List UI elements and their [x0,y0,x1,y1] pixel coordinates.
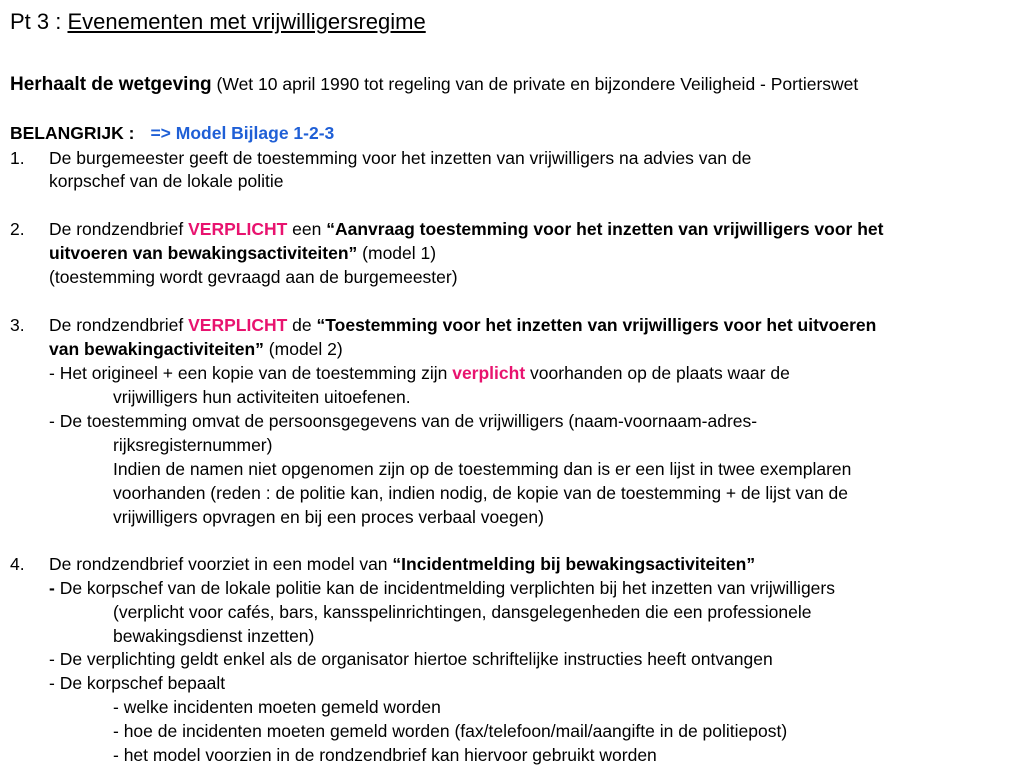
item3-line2 [49,338,343,361]
item4-sub1-cont1: (verplicht voor cafés, bars, kansspelinrichtingen, dansgelegenheden die een professionele [113,602,812,622]
item4-sub1-cont2: bewakingsdienst inzetten) [113,626,315,646]
important-line [10,122,334,145]
item3-sub1 [49,362,790,385]
slide-title [10,9,426,35]
item4-sub3-c: - het model voorzien in de rondzendbrief kan hiervoor gebruikt worden [113,745,657,765]
item3-sub2-cont1: rijksregisternummer) [113,435,273,455]
item3-sub1-cont: vrijwilligers hun activiteiten uitoefenen. [113,387,411,407]
item4-line1 [49,553,755,576]
model-link[interactable]: => Model Bijlage 1-2-3 [150,123,335,143]
item2-verplicht: VERPLICHT [188,219,288,239]
intro-line [10,73,858,96]
intro-bold: Herhaalt de wetgeving [10,74,212,95]
item4-sub3-a: - welke incidenten moeten gemeld worden [113,697,441,717]
item2-text-b: een [287,219,327,239]
item2-quote2: uitvoeren van bewakingsactiviteiten” [49,243,358,263]
item3-model: (model 2) [263,339,343,359]
item4-sub1 [49,577,835,600]
intro-rest: (Wet 10 april 1990 tot regeling van de private en bijzondere Veiligheid - Portierswet [211,74,859,94]
item2-line2 [49,242,436,265]
item3-sub2: - De toestemming omvat de persoonsgegevens van de vrijwilligers (naam-voornaam-adres- [49,411,758,431]
item2-quote1: “Aanvraag toestemming voor het inzetten van vrijwilligers voor het [326,219,884,239]
item4-sub3-b: - hoe de incidenten moeten gemeld worden (fax/telefoon/mail/aangifte in de politiepost) [113,721,788,741]
item1-line1: De burgemeester geeft de toestemming voor het inzetten van vrijwilligers na advies van de [49,148,752,168]
item2-line3: (toestemming wordt gevraagd aan de burgemeester) [49,267,458,287]
item3-sub2-cont2: Indien de namen niet opgenomen zijn op de toestemming dan is er een lijst in twee exemplaren [113,459,852,479]
item3-sub2-cont3: voorhanden (reden : de politie kan, indien nodig, de kopie van de toestemming + de lijst van de [113,483,848,503]
item3-line1 [49,314,876,337]
item2-model: (model 1) [357,243,437,263]
item2-number: 2. [10,219,25,239]
item4-quote: “Incidentmelding bij bewakingsactiviteiten” [392,554,756,574]
title-prefix: Pt 3 : [10,9,68,34]
item4-sub1-text: De korpschef van de lokale politie kan de incidentmelding verplichten bij het inzetten van vrijwilligers [59,578,835,598]
item4-number: 4. [10,554,25,574]
item2-text-a: De rondzendbrief [49,219,189,239]
item2-line1 [49,218,883,241]
item3-text-a: De rondzendbrief [49,315,189,335]
item3-text-b: de [287,315,317,335]
item3-sub1-a: - Het origineel + een kopie van de toestemming zijn [49,363,453,383]
item4-sub2: - De verplichting geldt enkel als de organisator hiertoe schriftelijke instructies heeft ontvangen [49,649,773,669]
item4-text-a: De rondzendbrief voorziet in een model van [49,554,393,574]
item1-line2: korpschef van de lokale politie [49,171,284,191]
item3-verplicht: VERPLICHT [188,315,288,335]
title-text: Evenementen met vrijwilligersregime [67,9,426,34]
item4-sub1-dash: - [49,578,60,598]
item3-sub1-verplicht: verplicht [452,363,526,383]
important-label: BELANGRIJK : [10,123,135,143]
item3-sub2-cont4: vrijwilligers opvragen en bij een proces verbaal voegen) [113,507,544,527]
item3-quote1: “Toestemming voor het inzetten van vrijwilligers voor het uitvoeren [316,315,877,335]
item3-sub1-b: voorhanden op de plaats waar de [525,363,790,383]
item3-quote2: van bewakingactiviteiten” [49,339,264,359]
item1-number: 1. [10,148,25,168]
item3-number: 3. [10,315,25,335]
item4-sub3: - De korpschef bepaalt [49,673,226,693]
